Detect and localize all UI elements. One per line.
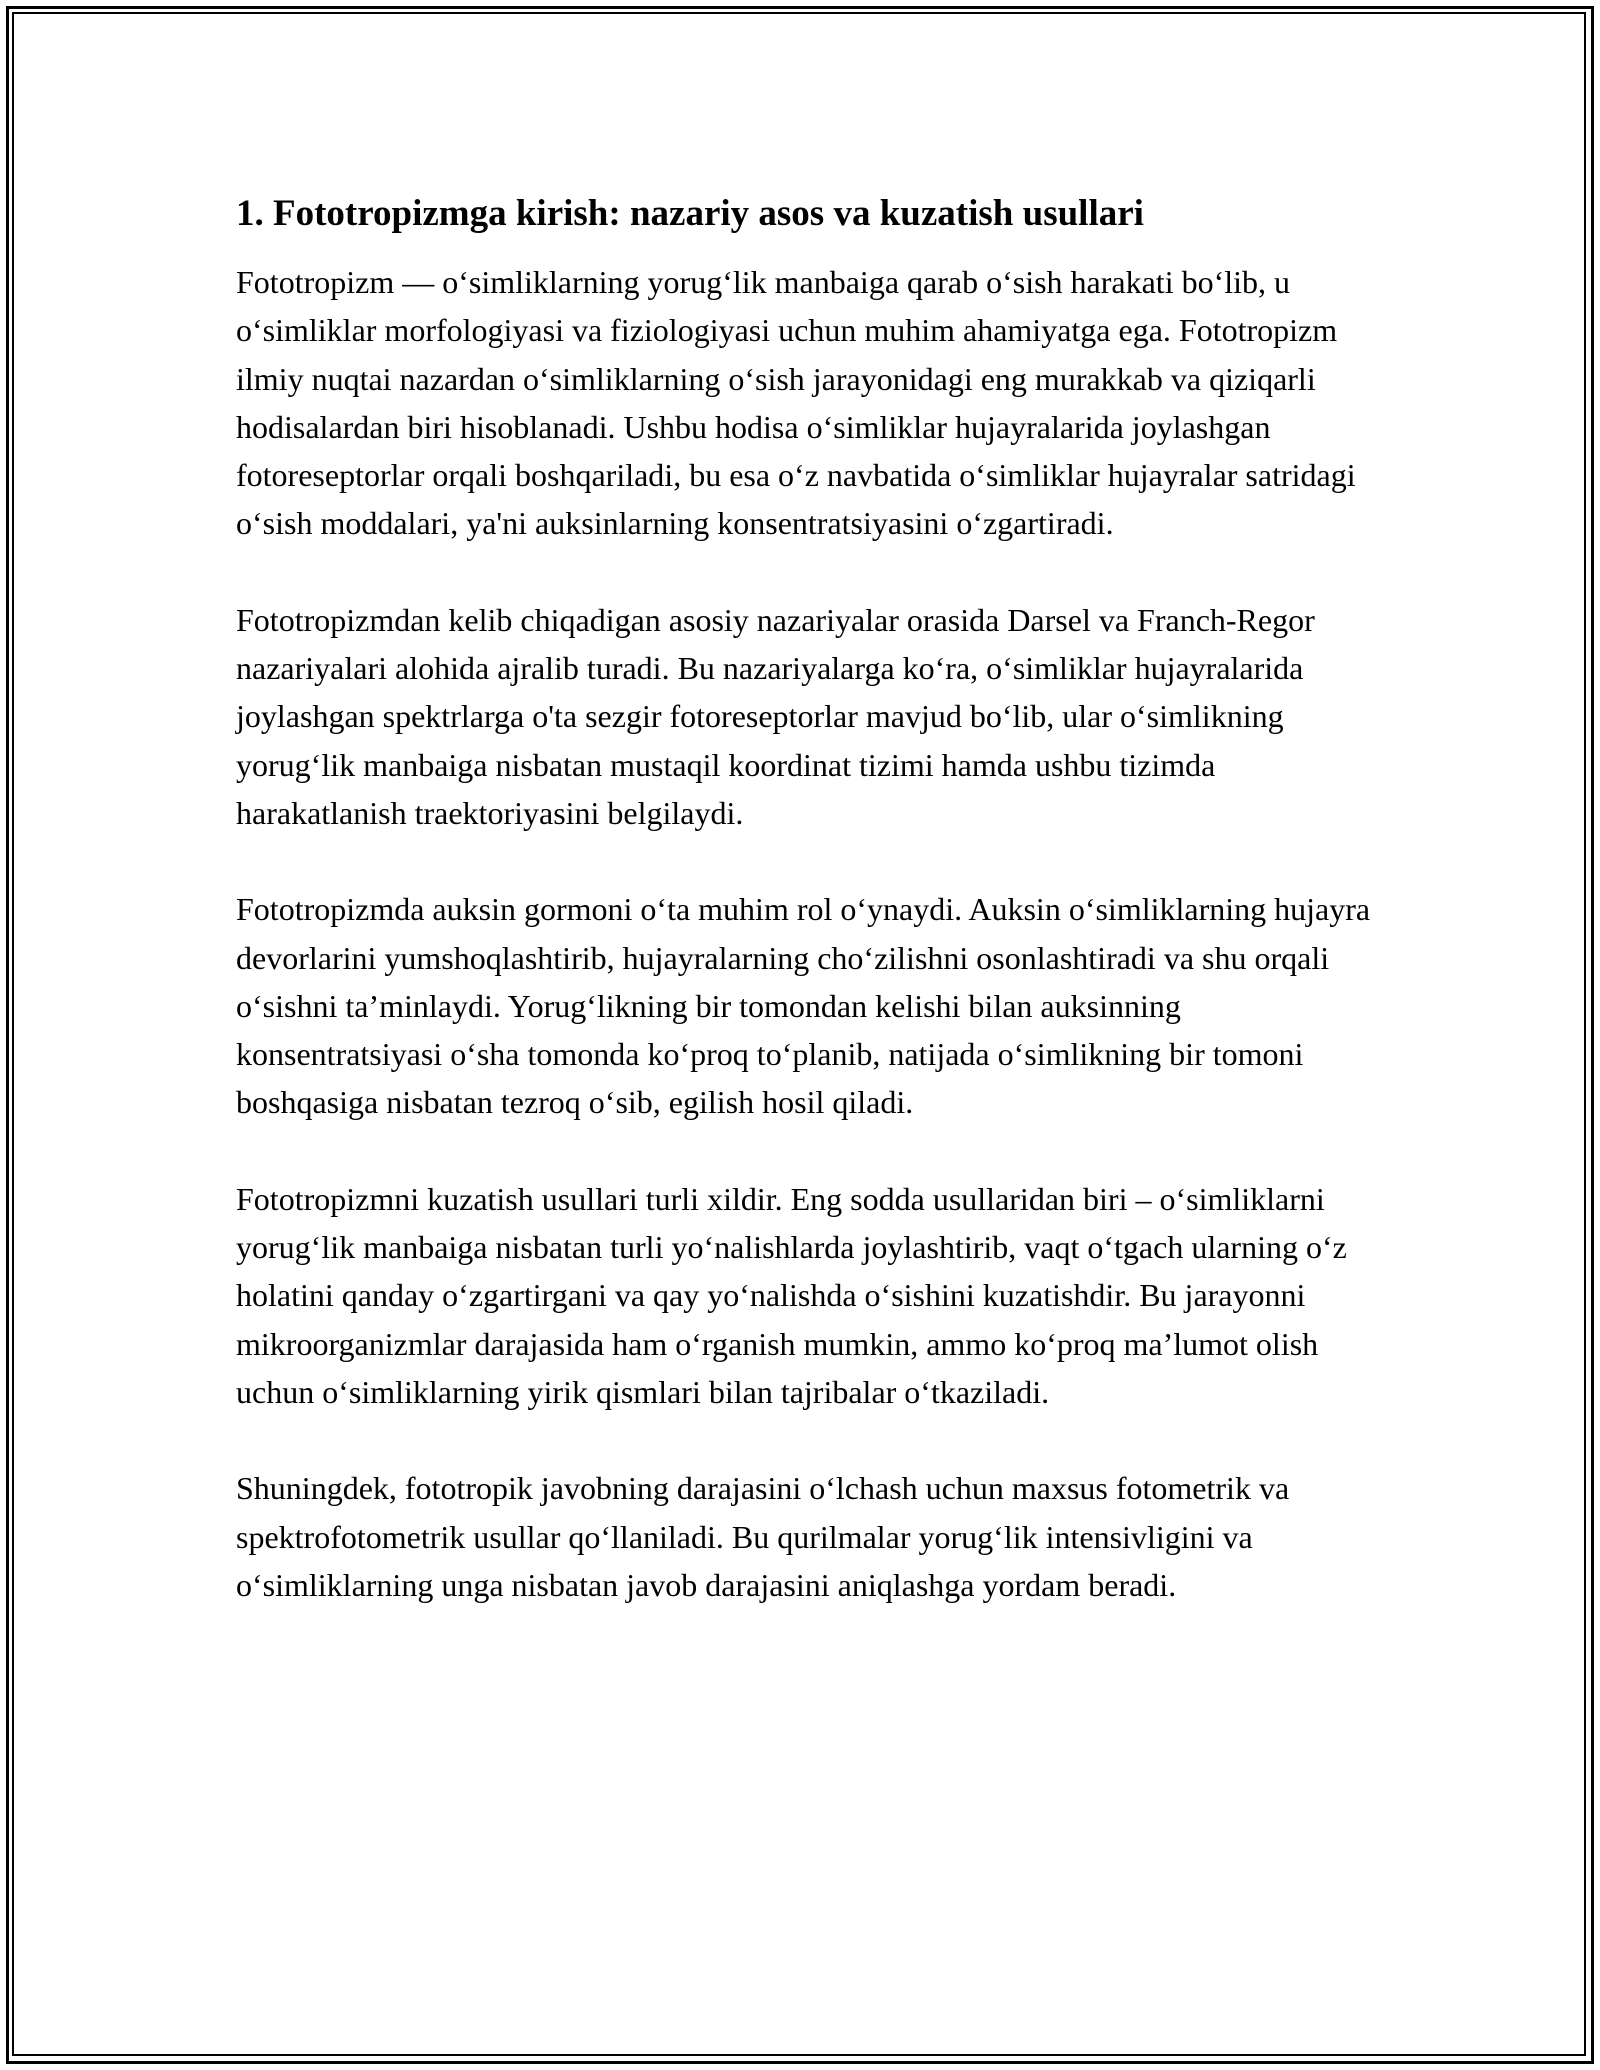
paragraph-definition: Fototropizm — o‘simliklarning yorug‘lik manbaiga qarab o‘sish harakati bo‘lib, u o‘simliklar morfologiyasi va fiziologiyasi uchun muhim ahamiyatga ega. Fototropizm ilmiy nuqtai nazardan o‘simliklarning o‘sish jarayonidagi eng murakkab va qiziqarli hodisalardan biri hisoblanadi. Ushbu hodisa o‘simliklar hujayralarida joylashgan fotoreseptorlar orqali boshqariladi, bu esa o‘z navbatida o‘simliklar hujayralar satridagi o‘sish moddalari, ya'ni auksinlarning konsentratsiyasini o‘zgartiradi. [236, 264, 1356, 542]
section-title: 1. Fototropizmga kirish: nazariy asos va kuzatish usullari [236, 193, 1144, 234]
paragraph-measurement: Shuningdek, fototropik javobning darajasini o‘lchash uchun maxsus fotometrik va spektrofotometrik usullar qo‘llaniladi. Bu qurilmalar yorug‘lik intensivligini va o‘simliklarning unga nisbatan javob darajasini aniqlashga yordam beradi. [236, 1470, 1290, 1603]
paragraph-auxin: Fototropizmda auksin gormoni o‘ta muhim rol o‘ynaydi. Auksin o‘simliklarning hujayra devorlarini yumshoqlashtirib, hujayralarning cho‘zilishni osonlashtiradi va shu orqali o‘sishni ta’minlaydi. Yorug‘likning bir tomondan kelishi bilan auksinning konsentratsiyasi o‘sha tomonda ko‘proq to‘planib, natijada o‘simlikning bir tomoni boshqasiga nisbatan tezroq o‘sib, egilish hosil qiladi. [236, 891, 1371, 1121]
document-body [236, 190, 1376, 1657]
paragraph-observation-methods: Fototropizmni kuzatish usullari turli xildir. Eng sodda usullaridan biri – o‘simliklarni yorug‘lik manbaiga nisbatan turli yo‘nalishlarda joylashtirib, vaqt o‘tgach ularning o‘z holatini qanday o‘zgartirgani va qay yo‘nalishda o‘sishini kuzatishdir. Bu jarayonni mikroorganizmlar darajasida ham o‘rganish mumkin, ammo ko‘proq ma’lumot olish uchun o‘simliklarning yirik qismlari bilan tajribalar o‘tkaziladi. [236, 1180, 1347, 1410]
paragraph-theories: Fototropizmdan kelib chiqadigan asosiy nazariyalar orasida Darsel va Franch-Regor nazariyalari alohida ajralib turadi. Bu nazariyalarga ko‘ra, o‘simliklar hujayralarida joylashgan spektrlarga o'ta sezgir fotoreseptorlar mavjud bo‘lib, ular o‘simlikning yorug‘lik manbaiga nisbatan mustaqil koordinat tizimi hamda ushbu tizimda harakatlanish traektoriyasini belgilaydi. [236, 601, 1315, 831]
